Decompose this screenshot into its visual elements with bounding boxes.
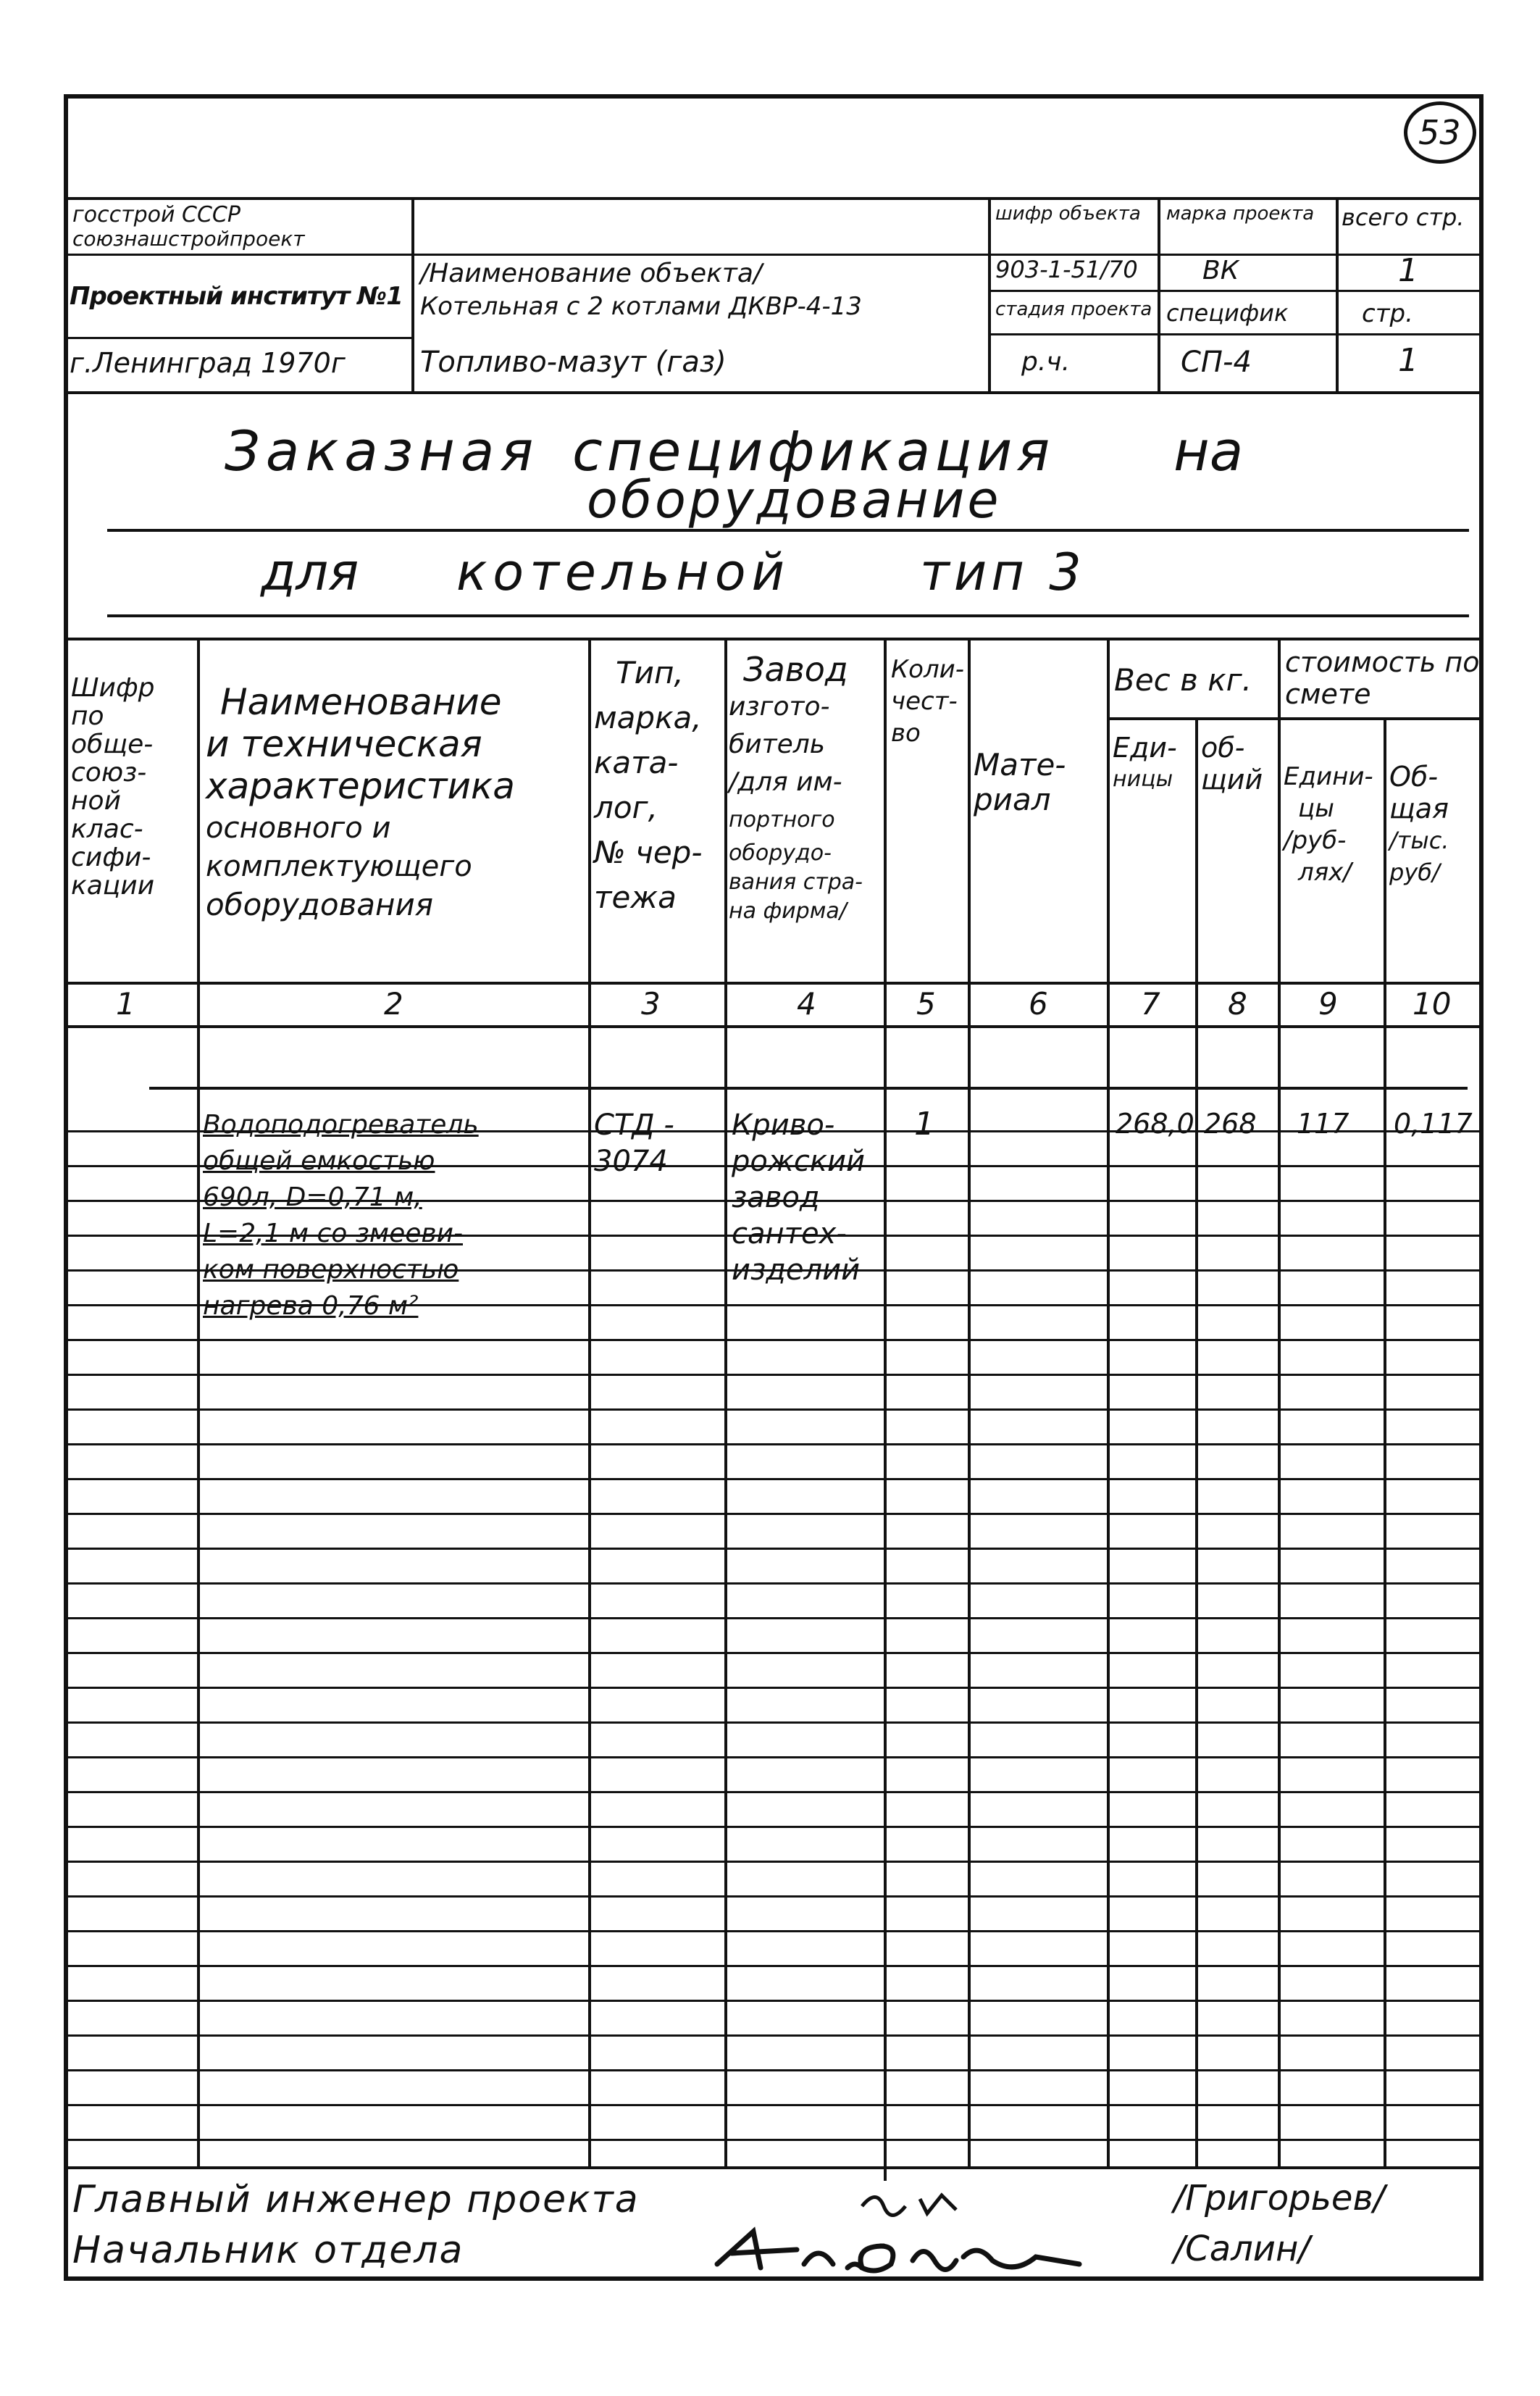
header-org-line bbox=[64, 254, 411, 256]
col-divider-3 bbox=[724, 638, 727, 2166]
spec-label: специфик bbox=[1166, 299, 1289, 327]
table-rule-line bbox=[64, 1478, 1483, 1480]
header-inst-line bbox=[64, 337, 411, 339]
title-word-6: тип 3 bbox=[920, 543, 1086, 602]
mark-value: ВК bbox=[1202, 256, 1239, 285]
col-num-1: 1 bbox=[116, 986, 135, 1022]
col-header-1: Шифр по обще- союз- ной клас- сифи- кации bbox=[71, 673, 155, 901]
col-num-9: 9 bbox=[1318, 986, 1338, 1022]
header-right-line2 bbox=[988, 290, 1483, 292]
col-header-8: об- щий bbox=[1201, 732, 1263, 796]
table-top-line bbox=[64, 638, 1483, 640]
table-rule-line bbox=[64, 1930, 1483, 1932]
group-header-line bbox=[1107, 717, 1483, 720]
header-right-line1 bbox=[411, 254, 1483, 256]
header-divider-left bbox=[411, 197, 414, 391]
signature-chief bbox=[855, 2184, 985, 2228]
table-header-line bbox=[64, 982, 1483, 985]
header-top-line bbox=[64, 197, 1483, 200]
item-factory: Криво- рожский завод сантех- изделий bbox=[732, 1109, 866, 1287]
cipher-label: шифр объекта bbox=[995, 203, 1141, 225]
title-underline-2 bbox=[107, 614, 1469, 617]
item-qty: 1 bbox=[914, 1106, 934, 1143]
table-rule-line bbox=[64, 1965, 1483, 1967]
stage-label: стадия проекта bbox=[995, 299, 1152, 320]
table-rule-line bbox=[64, 1374, 1483, 1376]
item-name: Водоподогреватель общей емкостью 690л, D=0,71 м, L=2,1 м со змееви- ком поверхностью нагрева 0,76 м² bbox=[203, 1110, 479, 1321]
col-num-4: 4 bbox=[797, 986, 816, 1022]
col-header-5: Коли- чест- во bbox=[891, 655, 965, 748]
object-name: Котельная с 2 котлами ДКВР-4-13 bbox=[420, 292, 862, 321]
col-header-3: Тип, марка, ката- лог, № чер- тежа bbox=[594, 655, 703, 915]
col-num-8: 8 bbox=[1228, 986, 1247, 1022]
col-num-5: 5 bbox=[916, 986, 936, 1022]
stage-value: р.ч. bbox=[1021, 347, 1071, 377]
group-weight-header: Вес в кг. bbox=[1114, 662, 1252, 698]
col-num-10: 10 bbox=[1413, 986, 1452, 1022]
col-header-10: Об- щая /тыс. руб/ bbox=[1389, 761, 1449, 886]
page-label: стр. bbox=[1362, 299, 1413, 328]
page-number: 53 bbox=[1418, 113, 1461, 152]
title-word-1: Заказная bbox=[225, 419, 540, 483]
city-year: г.Ленинград 1970г bbox=[70, 347, 346, 379]
fuel-type: Топливо-мазут (газ) bbox=[420, 346, 727, 379]
table-rule-line bbox=[64, 1513, 1483, 1515]
org-line-2: союзнашстройпроект bbox=[72, 227, 305, 251]
department-head-name: /Салин/ bbox=[1173, 2229, 1310, 2269]
col-header-9: Едини- цы /руб- лях/ bbox=[1284, 762, 1373, 887]
table-rule-line bbox=[64, 1687, 1483, 1689]
item-weight-unit: 268,0 bbox=[1116, 1108, 1194, 1140]
total-pages-label: всего стр. bbox=[1342, 204, 1465, 231]
cipher-value: 903-1-51/70 bbox=[995, 256, 1138, 283]
total-pages-value: 1 bbox=[1398, 252, 1418, 289]
col-num-2: 2 bbox=[384, 986, 403, 1022]
spec-value: СП-4 bbox=[1181, 346, 1252, 379]
header-divider-r2 bbox=[1336, 197, 1339, 391]
header-divider-r1 bbox=[1158, 197, 1160, 391]
title-line-2: оборудование bbox=[587, 470, 1002, 530]
col-header-4: Завод изгото- битель /для им- портного оборудо- вания стра- на фирма/ bbox=[729, 650, 863, 924]
table-rule-line bbox=[64, 1791, 1483, 1793]
col-divider-7 bbox=[1195, 717, 1198, 2166]
table-rule-line bbox=[64, 1721, 1483, 1724]
org-line-1: госстрой СССР bbox=[72, 202, 240, 228]
table-rule-line bbox=[64, 1339, 1483, 1341]
title-word-3: на bbox=[1173, 419, 1244, 483]
col-divider-1 bbox=[197, 638, 200, 2166]
item-cost-total: 0,117 bbox=[1394, 1108, 1473, 1140]
object-caption: /Наименование объекта/ bbox=[420, 259, 763, 288]
table-rule-line bbox=[64, 1861, 1483, 1863]
header-divider-mid bbox=[988, 197, 991, 391]
col-num-7: 7 bbox=[1141, 986, 1160, 1022]
col-divider-9 bbox=[1384, 717, 1386, 2166]
mark-label: марка проекта bbox=[1166, 203, 1315, 225]
signature-head bbox=[710, 2224, 1116, 2282]
table-rule-line bbox=[64, 2034, 1483, 2037]
col-num-3: 3 bbox=[641, 986, 661, 1022]
col-divider-6 bbox=[1107, 638, 1110, 2166]
col-header-6: Мате- риал bbox=[974, 747, 1066, 817]
table-rule-line bbox=[64, 1756, 1483, 1758]
table-numbers-line bbox=[64, 1025, 1483, 1028]
chief-engineer-name: /Григорьев/ bbox=[1173, 2178, 1385, 2218]
header-right-line3 bbox=[988, 333, 1483, 335]
table-rule-line bbox=[64, 1582, 1483, 1585]
table-rule-line bbox=[64, 1895, 1483, 1898]
group-cost-header: стоимость по смете bbox=[1285, 646, 1480, 710]
header-bottom-line bbox=[64, 391, 1483, 394]
title-word-4: для bbox=[261, 543, 359, 602]
table-rule-line bbox=[64, 2139, 1483, 2141]
col-divider-2 bbox=[588, 638, 591, 2166]
item-weight-total: 268 bbox=[1204, 1108, 1257, 1140]
title-word-2: спецификация bbox=[572, 419, 1055, 483]
department-head-title: Начальник отдела bbox=[72, 2229, 464, 2272]
table-rule-line bbox=[64, 1617, 1483, 1619]
col-header-7: Еди- ницы bbox=[1113, 732, 1177, 792]
table-rule-line bbox=[64, 2104, 1483, 2106]
footer-top-line bbox=[64, 2166, 1483, 2169]
chief-engineer-title: Главный инженер проекта bbox=[72, 2178, 640, 2221]
col-divider-8 bbox=[1278, 638, 1281, 2166]
table-rule-line bbox=[64, 2000, 1483, 2002]
item-type: СТД - 3074 bbox=[594, 1109, 674, 1178]
page-value: 1 bbox=[1398, 342, 1418, 379]
title-underline-1 bbox=[107, 529, 1469, 532]
col-num-6: 6 bbox=[1029, 986, 1048, 1022]
institute-name: Проектный институт №1 bbox=[70, 282, 403, 311]
table-rule-line bbox=[64, 1826, 1483, 1828]
item-cost-unit: 117 bbox=[1297, 1108, 1349, 1140]
table-rule-line bbox=[64, 1548, 1483, 1550]
title-word-5: котельной bbox=[456, 543, 791, 602]
col-header-2: Наименование и техническая характеристика основного и комплектующего оборудования bbox=[206, 681, 515, 922]
col-divider-5 bbox=[968, 638, 971, 2166]
table-rule-line bbox=[64, 2069, 1483, 2071]
table-rule-line bbox=[64, 1443, 1483, 1445]
table-rule-line bbox=[64, 1652, 1483, 1654]
table-rule-line bbox=[64, 1408, 1483, 1411]
table-section-line bbox=[149, 1087, 1468, 1090]
